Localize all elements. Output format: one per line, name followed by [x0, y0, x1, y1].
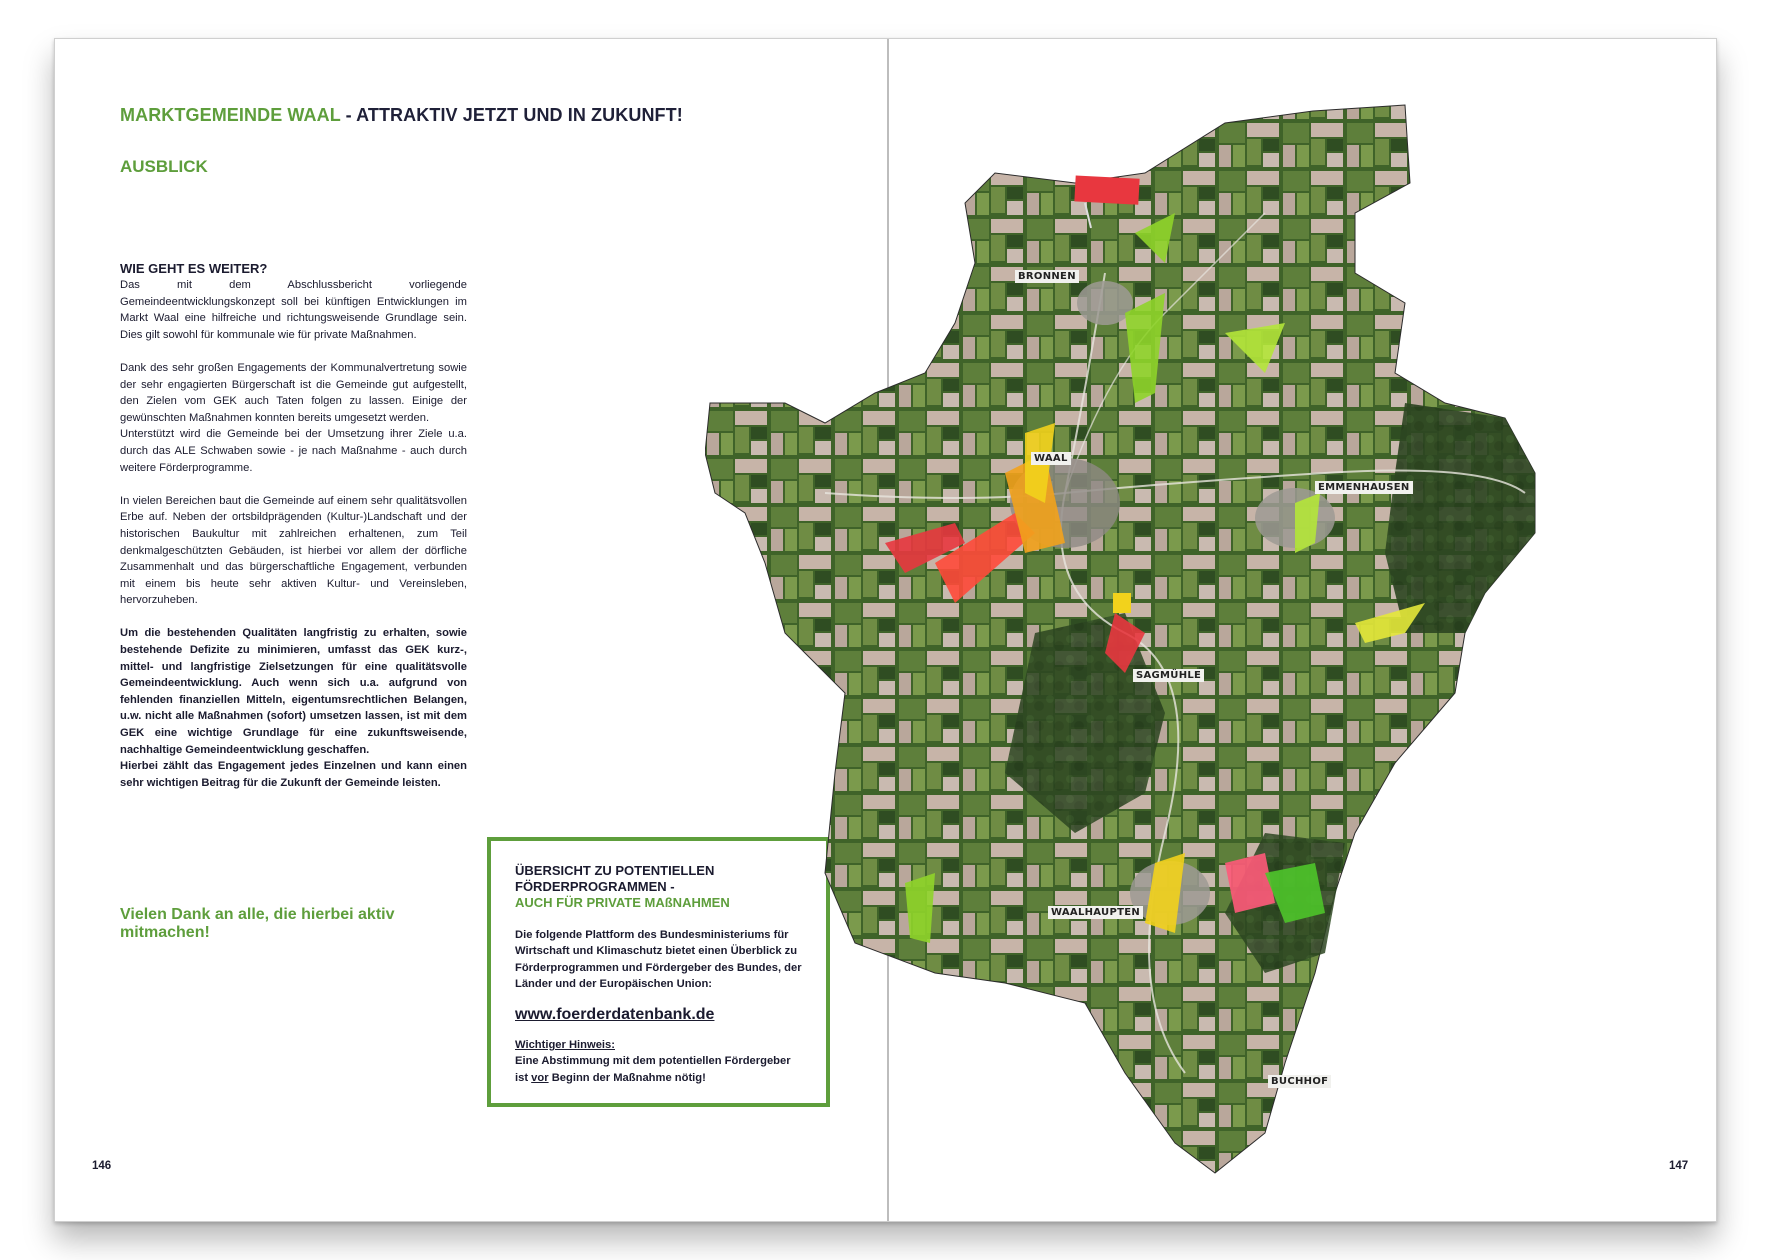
- thanks-message: Vielen Dank an alle, die hierbei aktiv mitmachen!: [120, 906, 395, 941]
- heading-highlight: MARKTGEMEINDE WAAL: [120, 105, 341, 125]
- aerial-map: [705, 73, 1715, 1243]
- info-box-body: Die folgende Plattform des Bundesministeriums für Wirtschaft und Klimaschutz bietet einen Überblick zu Förderprogrammen und Fördergeber des Bundes, der Länder und der Europäischen Union:: [515, 929, 802, 991]
- info-box-title: ÜBERSICHT ZU POTENTIELLEN FÖRDERPROGRAMMEN -: [515, 863, 715, 894]
- page-number-right: 147: [1669, 1160, 1689, 1172]
- map-label-waal: WAAL: [1031, 452, 1071, 465]
- brochure-spread: [54, 38, 1717, 1222]
- map-label-buchhof: BUCHHOF: [1268, 1075, 1331, 1088]
- paragraph-2: Dank des sehr großen Engagements der Kommunalvertretung sowie der sehr engagierten Bürgerschaft ist die Gemeinde gut aufgestellt, den Zielen vom GEK auch Taten folgen zu lassen. Einige der gewünschten Maßnahmen konnten bereits umgesetzt werden.: [120, 361, 467, 424]
- note-text-after: Beginn der Maßnahme nötig!: [548, 1071, 706, 1084]
- paragraph-5: Um die bestehenden Qualitäten langfristig zu erhalten, sowie bestehende Defizite zu minimieren, umfasst das GEK kurz-, mittel- und langfristige Zielsetzungen für eine qualitätsvolle Gemeindeentwicklung. Auch wenn sich u.a. aufgrund von fehlenden finanziellen Mitteln, eigentumsrechtlichen Belangen, u.w. nicht alle Maßnahmen (sofort) umsetzen lassen, ist mit dem GEK eine wichtige Grundlage für eine zukunftsweisende, nachhaltige Gemeindeentwicklung geschaffen.: [120, 627, 467, 756]
- heading-rest: - ATTRAKTIV JETZT UND IN ZUKUNFT!: [340, 105, 683, 125]
- map-graphic: [705, 73, 1715, 1243]
- section-subheading: AUSBLICK: [120, 157, 208, 176]
- paragraph-3: Unterstützt wird die Gemeinde bei der Umsetzung ihrer Ziele u.a. durch das ALE Schwaben sowie - je nach Maßnahme - auch durch weitere Förderprogramme.: [120, 428, 467, 474]
- forest-east: [1385, 403, 1535, 633]
- page-heading: [120, 105, 683, 126]
- section-title: WIE GEHT ES WEITER?: [120, 261, 268, 276]
- info-box-subtitle: AUCH FÜR PRIVATE MAßNAHMEN: [515, 895, 730, 910]
- map-label-bronnen: BRONNEN: [1015, 270, 1079, 283]
- body-text-column: [120, 261, 467, 791]
- paragraph-6: Hierbei zählt das Engagement jedes Einzelnen und kann einen sehr wichtigen Beitrag für die Zukunft der Gemeinde leisten.: [120, 760, 467, 789]
- note-text-underlined: vor: [531, 1071, 549, 1084]
- map-label-emmenhausen: EMMENHAUSEN: [1315, 481, 1413, 494]
- page-number-left: 146: [92, 1160, 112, 1172]
- map-label-waalhaupten: WAALHAUPTEN: [1048, 906, 1143, 919]
- paragraph-1: Das mit dem Abschlussbericht vorliegende Gemeindeentwicklungskonzept soll bei künftigen Entwicklungen im Markt Waal eine hilfreiche und richtungsweisende Grundlage sein. Dies gilt sowohl für kommunale wie für private Maßnahmen.: [120, 279, 467, 341]
- village-bronnen: [1077, 281, 1133, 325]
- info-box-note-title: Wichtiger Hinweis:: [515, 1039, 615, 1052]
- map-label-sagmuehle: SAGMÜHLE: [1133, 669, 1204, 682]
- note-text-before: Eine Abstimmung mit dem potentiellen Fördergeber ist: [515, 1055, 791, 1084]
- paragraph-4: In vielen Bereichen baut die Gemeinde auf einem sehr qualitätsvollen Erbe auf. Neben der ortsbildprägenden (Kultur-)Landschaft und der historischen Baukultur mit zahlreichen erhaltenen, zum Teil denkmalgeschützten Gebäuden, ist hierbei vor allem der dörfliche Zusammenhalt und das bürgerschaftliche Engagement, verbunden mit einem bis heute sehr aktiven Kultur- und Vereinsleben, hervorzuheben.: [120, 494, 467, 607]
- foerderdatenbank-link[interactable]: www.foerderdatenbank.de: [515, 1005, 715, 1023]
